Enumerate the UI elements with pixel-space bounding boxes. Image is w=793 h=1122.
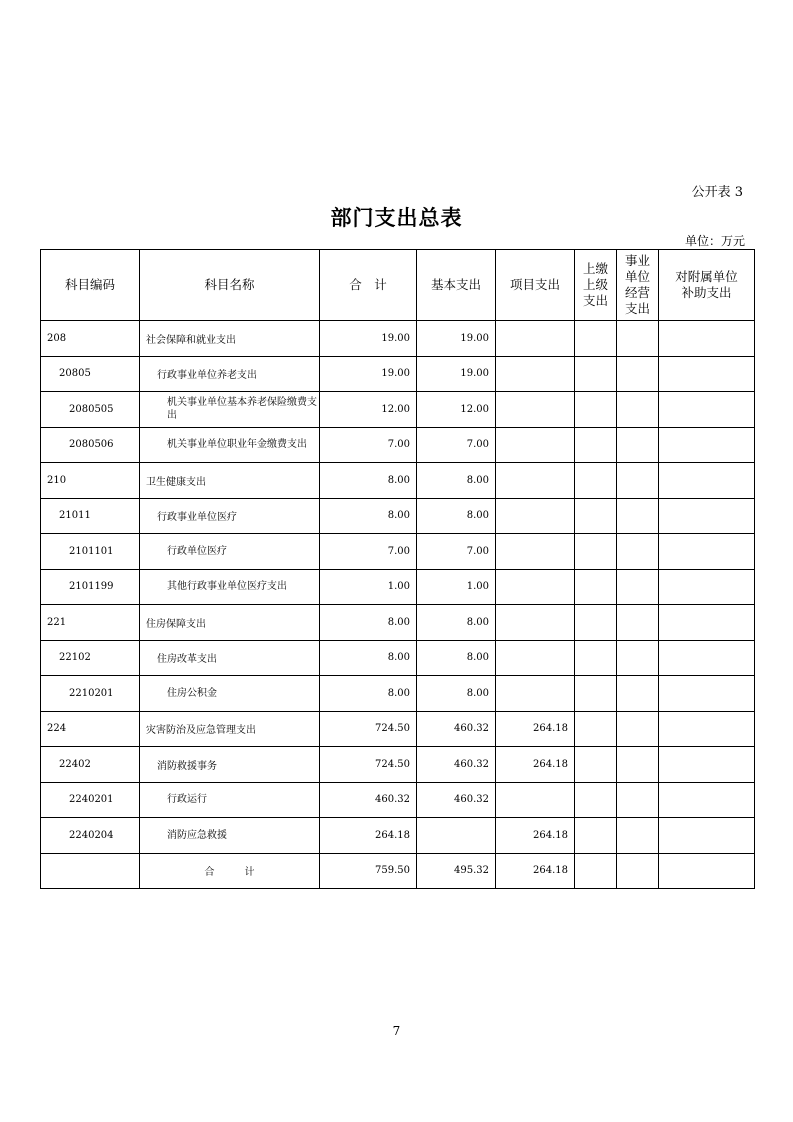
cell-business bbox=[617, 356, 659, 392]
cell-name: 行政事业单位养老支出 bbox=[140, 356, 320, 392]
cell-total: 7.00 bbox=[320, 427, 417, 463]
cell-total: 8.00 bbox=[320, 605, 417, 641]
cell-project: 264.18 bbox=[496, 818, 575, 854]
cell-subsidy bbox=[659, 356, 755, 392]
cell-project bbox=[496, 605, 575, 641]
cell-business bbox=[617, 463, 659, 499]
cell-basic: 460.32 bbox=[417, 747, 496, 783]
cell-business bbox=[617, 640, 659, 676]
cell-code: 22402 bbox=[41, 747, 140, 783]
cell-subsidy bbox=[659, 321, 755, 357]
table-row bbox=[41, 605, 755, 641]
header-business: 事业 单位 经营 支出 bbox=[617, 250, 659, 321]
cell-total: 8.00 bbox=[320, 676, 417, 712]
cell-upper bbox=[575, 640, 617, 676]
header-basic: 基本支出 bbox=[417, 250, 496, 321]
cell-name: 住房保障支出 bbox=[140, 605, 320, 641]
cell-basic: 8.00 bbox=[417, 676, 496, 712]
cell-code: 2240204 bbox=[41, 818, 140, 854]
cell-total: 7.00 bbox=[320, 534, 417, 570]
cell-subsidy bbox=[659, 640, 755, 676]
cell-upper bbox=[575, 711, 617, 747]
table-row bbox=[41, 676, 755, 712]
cell-name: 社会保障和就业支出 bbox=[140, 321, 320, 357]
total-label: 合 计 bbox=[140, 853, 320, 889]
cell-project bbox=[496, 498, 575, 534]
cell-business bbox=[617, 498, 659, 534]
cell-basic: 19.00 bbox=[417, 321, 496, 357]
table-row bbox=[41, 427, 755, 463]
cell-business bbox=[617, 676, 659, 712]
unit-label: 单位：万元 bbox=[684, 234, 745, 248]
total-business bbox=[617, 853, 659, 889]
cell-upper bbox=[575, 356, 617, 392]
cell-subsidy bbox=[659, 782, 755, 818]
cell-total: 724.50 bbox=[320, 747, 417, 783]
header-subsidy: 对附属单位 补助支出 bbox=[659, 250, 755, 321]
cell-code: 2101101 bbox=[41, 534, 140, 570]
cell-upper bbox=[575, 427, 617, 463]
cell-total: 19.00 bbox=[320, 356, 417, 392]
cell-code: 2210201 bbox=[41, 676, 140, 712]
cell-subsidy bbox=[659, 392, 755, 428]
cell-code: 21011 bbox=[41, 498, 140, 534]
cell-basic: 460.32 bbox=[417, 711, 496, 747]
table-row bbox=[41, 392, 755, 428]
total-total: 759.50 bbox=[320, 853, 417, 889]
cell-project bbox=[496, 427, 575, 463]
cell-business bbox=[617, 321, 659, 357]
table-row bbox=[41, 321, 755, 357]
cell-business bbox=[617, 711, 659, 747]
cell-project bbox=[496, 321, 575, 357]
cell-basic: 19.00 bbox=[417, 356, 496, 392]
table-row bbox=[41, 782, 755, 818]
cell-project bbox=[496, 640, 575, 676]
table-row bbox=[41, 498, 755, 534]
header-row bbox=[41, 250, 755, 321]
table-body bbox=[41, 321, 755, 889]
cell-code bbox=[41, 853, 140, 889]
cell-project: 264.18 bbox=[496, 711, 575, 747]
table-row bbox=[41, 818, 755, 854]
cell-project bbox=[496, 463, 575, 499]
cell-project bbox=[496, 676, 575, 712]
cell-upper bbox=[575, 392, 617, 428]
expenditure-table bbox=[40, 249, 755, 889]
cell-subsidy bbox=[659, 818, 755, 854]
cell-basic: 8.00 bbox=[417, 463, 496, 499]
cell-basic bbox=[417, 818, 496, 854]
cell-code: 210 bbox=[41, 463, 140, 499]
cell-upper bbox=[575, 676, 617, 712]
cell-code: 221 bbox=[41, 605, 140, 641]
cell-name: 住房改革支出 bbox=[140, 640, 320, 676]
cell-code: 208 bbox=[41, 321, 140, 357]
cell-upper bbox=[575, 818, 617, 854]
table-number: 公开表 3 bbox=[691, 185, 743, 200]
header-total: 合 计 bbox=[320, 250, 417, 321]
cell-project bbox=[496, 392, 575, 428]
cell-code: 224 bbox=[41, 711, 140, 747]
cell-name: 卫生健康支出 bbox=[140, 463, 320, 499]
cell-subsidy bbox=[659, 498, 755, 534]
cell-name: 住房公积金 bbox=[140, 676, 320, 712]
table-row bbox=[41, 356, 755, 392]
cell-code: 2080506 bbox=[41, 427, 140, 463]
cell-business bbox=[617, 534, 659, 570]
total-upper bbox=[575, 853, 617, 889]
cell-business bbox=[617, 569, 659, 605]
cell-business bbox=[617, 747, 659, 783]
cell-total: 8.00 bbox=[320, 463, 417, 499]
cell-name: 行政运行 bbox=[140, 782, 320, 818]
total-basic: 495.32 bbox=[417, 853, 496, 889]
header-code: 科目编码 bbox=[41, 250, 140, 321]
cell-project bbox=[496, 782, 575, 818]
cell-name: 灾害防治及应急管理支出 bbox=[140, 711, 320, 747]
table-row bbox=[41, 534, 755, 570]
cell-basic: 460.32 bbox=[417, 782, 496, 818]
cell-upper bbox=[575, 747, 617, 783]
cell-code: 20805 bbox=[41, 356, 140, 392]
cell-subsidy bbox=[659, 569, 755, 605]
cell-business bbox=[617, 605, 659, 641]
cell-subsidy bbox=[659, 463, 755, 499]
table-row bbox=[41, 747, 755, 783]
cell-total: 8.00 bbox=[320, 498, 417, 534]
cell-name: 消防应急救援 bbox=[140, 818, 320, 854]
cell-subsidy bbox=[659, 534, 755, 570]
cell-project bbox=[496, 534, 575, 570]
total-project: 264.18 bbox=[496, 853, 575, 889]
cell-upper bbox=[575, 498, 617, 534]
page-number: 7 bbox=[392, 1024, 401, 1038]
cell-subsidy bbox=[659, 605, 755, 641]
cell-code: 22102 bbox=[41, 640, 140, 676]
cell-project bbox=[496, 569, 575, 605]
cell-upper bbox=[575, 569, 617, 605]
cell-code: 2240201 bbox=[41, 782, 140, 818]
cell-subsidy bbox=[659, 676, 755, 712]
table-row bbox=[41, 463, 755, 499]
cell-basic: 7.00 bbox=[417, 534, 496, 570]
cell-upper bbox=[575, 782, 617, 818]
cell-business bbox=[617, 427, 659, 463]
table-row bbox=[41, 640, 755, 676]
cell-total: 724.50 bbox=[320, 711, 417, 747]
cell-name: 机关事业单位基本养老保险缴费支出 bbox=[140, 392, 320, 428]
cell-basic: 7.00 bbox=[417, 427, 496, 463]
total-row bbox=[41, 853, 755, 889]
cell-total: 264.18 bbox=[320, 818, 417, 854]
cell-total: 8.00 bbox=[320, 640, 417, 676]
cell-basic: 8.00 bbox=[417, 498, 496, 534]
header-name: 科目名称 bbox=[140, 250, 320, 321]
cell-upper bbox=[575, 321, 617, 357]
cell-total: 1.00 bbox=[320, 569, 417, 605]
cell-code: 2101199 bbox=[41, 569, 140, 605]
cell-subsidy bbox=[659, 747, 755, 783]
cell-upper bbox=[575, 463, 617, 499]
cell-name: 其他行政事业单位医疗支出 bbox=[140, 569, 320, 605]
cell-project: 264.18 bbox=[496, 747, 575, 783]
cell-upper bbox=[575, 534, 617, 570]
cell-name: 消防救援事务 bbox=[140, 747, 320, 783]
cell-basic: 8.00 bbox=[417, 640, 496, 676]
cell-basic: 8.00 bbox=[417, 605, 496, 641]
cell-subsidy bbox=[659, 427, 755, 463]
cell-business bbox=[617, 782, 659, 818]
cell-name: 行政单位医疗 bbox=[140, 534, 320, 570]
cell-subsidy bbox=[659, 711, 755, 747]
cell-upper bbox=[575, 605, 617, 641]
cell-name: 机关事业单位职业年金缴费支出 bbox=[140, 427, 320, 463]
cell-total: 19.00 bbox=[320, 321, 417, 357]
total-subsidy bbox=[659, 853, 755, 889]
header-project: 项目支出 bbox=[496, 250, 575, 321]
cell-project bbox=[496, 356, 575, 392]
cell-basic: 1.00 bbox=[417, 569, 496, 605]
header-upper: 上缴 上级 支出 bbox=[575, 250, 617, 321]
cell-basic: 12.00 bbox=[417, 392, 496, 428]
cell-total: 12.00 bbox=[320, 392, 417, 428]
cell-business bbox=[617, 818, 659, 854]
cell-name: 行政事业单位医疗 bbox=[140, 498, 320, 534]
table-row bbox=[41, 569, 755, 605]
cell-total: 460.32 bbox=[320, 782, 417, 818]
cell-business bbox=[617, 392, 659, 428]
page-title: 部门支出总表 bbox=[330, 205, 463, 230]
cell-code: 2080505 bbox=[41, 392, 140, 428]
table-row bbox=[41, 711, 755, 747]
